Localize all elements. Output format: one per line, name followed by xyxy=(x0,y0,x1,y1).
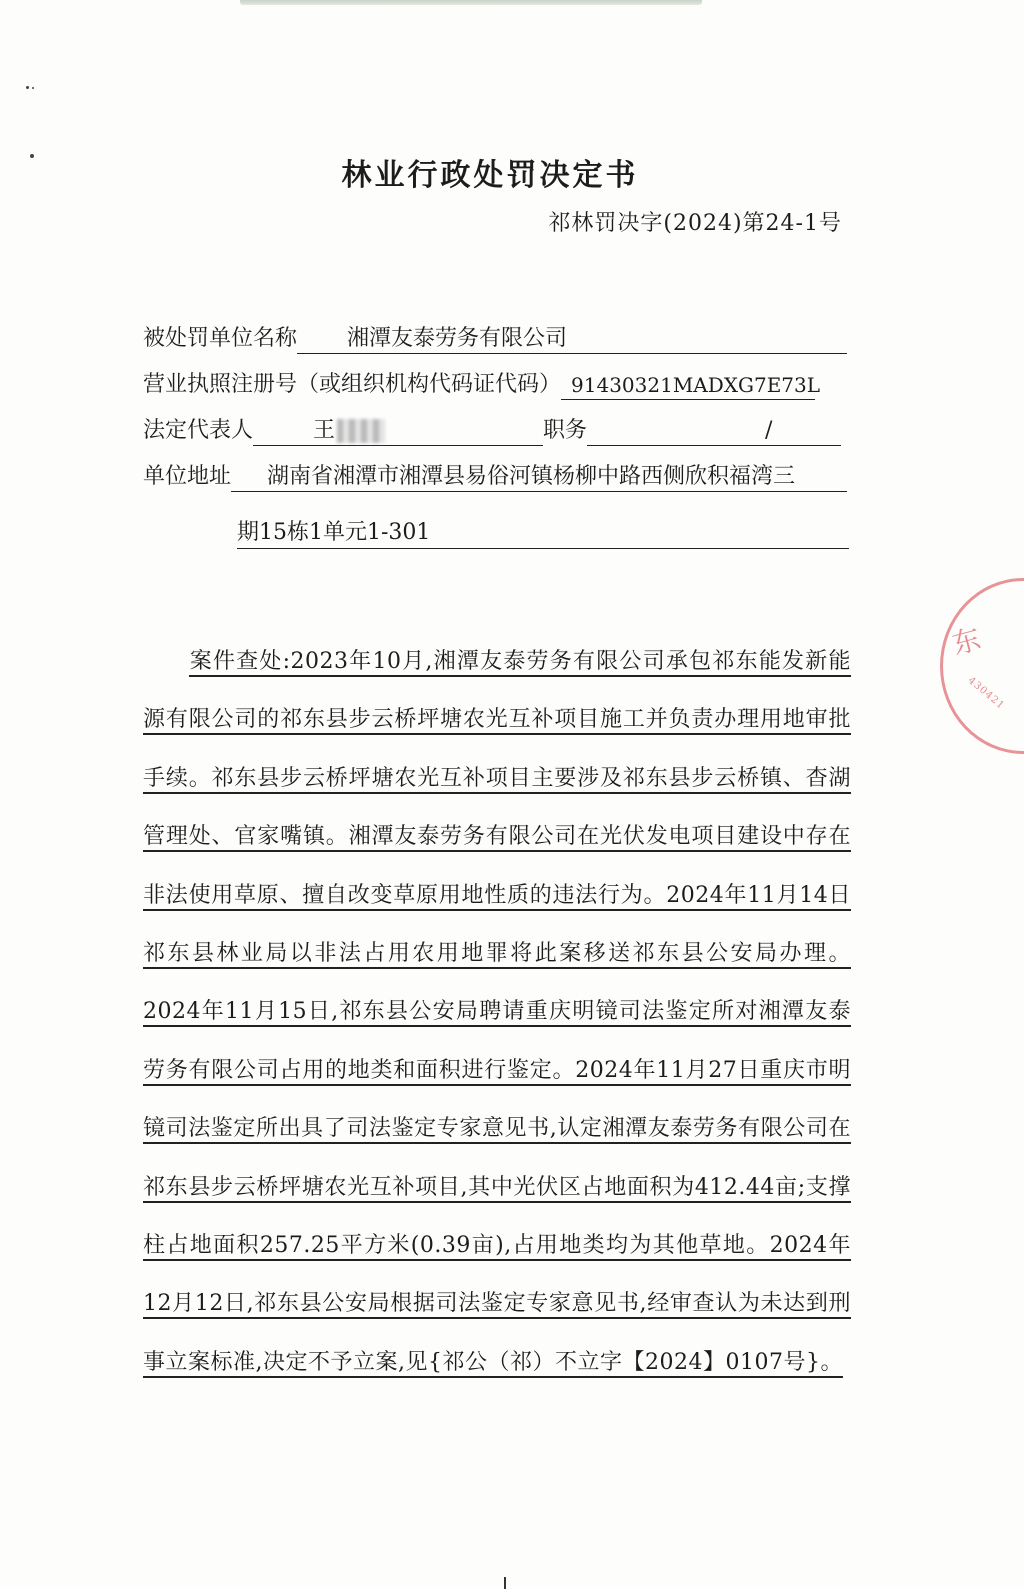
license-value: 91430321MADXG7E73L xyxy=(561,370,815,400)
legal-rep-row xyxy=(143,416,841,446)
position-value: / xyxy=(587,416,841,446)
unit-name-label: 被处罚单位名称 xyxy=(143,326,298,351)
legal-rep-label: 法定代表人 xyxy=(143,418,254,443)
address-row-2 xyxy=(237,518,849,549)
address-label: 单位地址 xyxy=(143,464,232,489)
unit-name-row xyxy=(143,324,847,354)
license-label: 营业执照注册号（或组织机构代码证代码） xyxy=(143,372,562,397)
unit-name-value: 湘潭友泰劳务有限公司 xyxy=(297,324,847,354)
address-line-1: 湖南省湘潭市湘潭县易俗河镇杨柳中路西侧欣积福湾三 xyxy=(231,462,847,492)
official-seal xyxy=(930,570,1024,760)
seal-ring xyxy=(940,578,1024,754)
scan-mark xyxy=(504,1577,506,1589)
seal-character: 东 xyxy=(948,621,985,662)
case-paragraph: 案件查处:2023年10月,湘潭友泰劳务有限公司承包祁东能发新能源有限公司的祁东县步云桥坪塘农光互补项目施工并负责办理用地审批手续。祁东县步云桥坪塘农光互补项目主要涉及祁东县步云桥镇、杳湖管理处、官家嘴镇。湘潭友泰劳务有限公司在光伏发电项目建设中存在非法使用草原、擅自改变草原用地性质的违法行为。2024年11月14日祁东县林业局以非法占用农用地罪将此案移送祁东县公安局办理。2024年11月15日,祁东县公安局聘请重庆明镜司法鉴定所对湘潭友泰劳务有限公司占用的地类和面积进行鉴定。2024年11月27日重庆市明镜司法鉴定所出具了司法鉴定专家意见书,认定湘潭友泰劳务有限公司在祁东县步云桥坪塘农光互补项目,其中光伏区占地面积为412.44亩;支撑柱占地面积257.25平方米(0.39亩),占用地类均为其他草地。2024年12月12日,祁东县公安局根据司法鉴定专家意见书,经审查认为未达到刑事立案标准,决定不予立案,见{祁公（祁）不立字【2024】0107号}。 xyxy=(143,649,851,1375)
document-title: 林业行政处罚决定书 xyxy=(341,158,639,193)
seal-number: 430421 xyxy=(965,675,1007,712)
legal-rep-value: 王 xyxy=(313,418,336,443)
address-line-2: 期15栋1单元1-301 xyxy=(237,518,849,549)
case-body xyxy=(143,633,851,1392)
document-number: 祁林罚决字(2024)第24-1号 xyxy=(548,211,842,236)
address-row xyxy=(143,462,847,492)
license-row xyxy=(143,370,821,400)
legal-rep-field xyxy=(253,416,543,446)
redacted-name xyxy=(337,419,385,443)
scan-edge-strip xyxy=(240,0,702,5)
position-label: 职务 xyxy=(543,418,588,443)
